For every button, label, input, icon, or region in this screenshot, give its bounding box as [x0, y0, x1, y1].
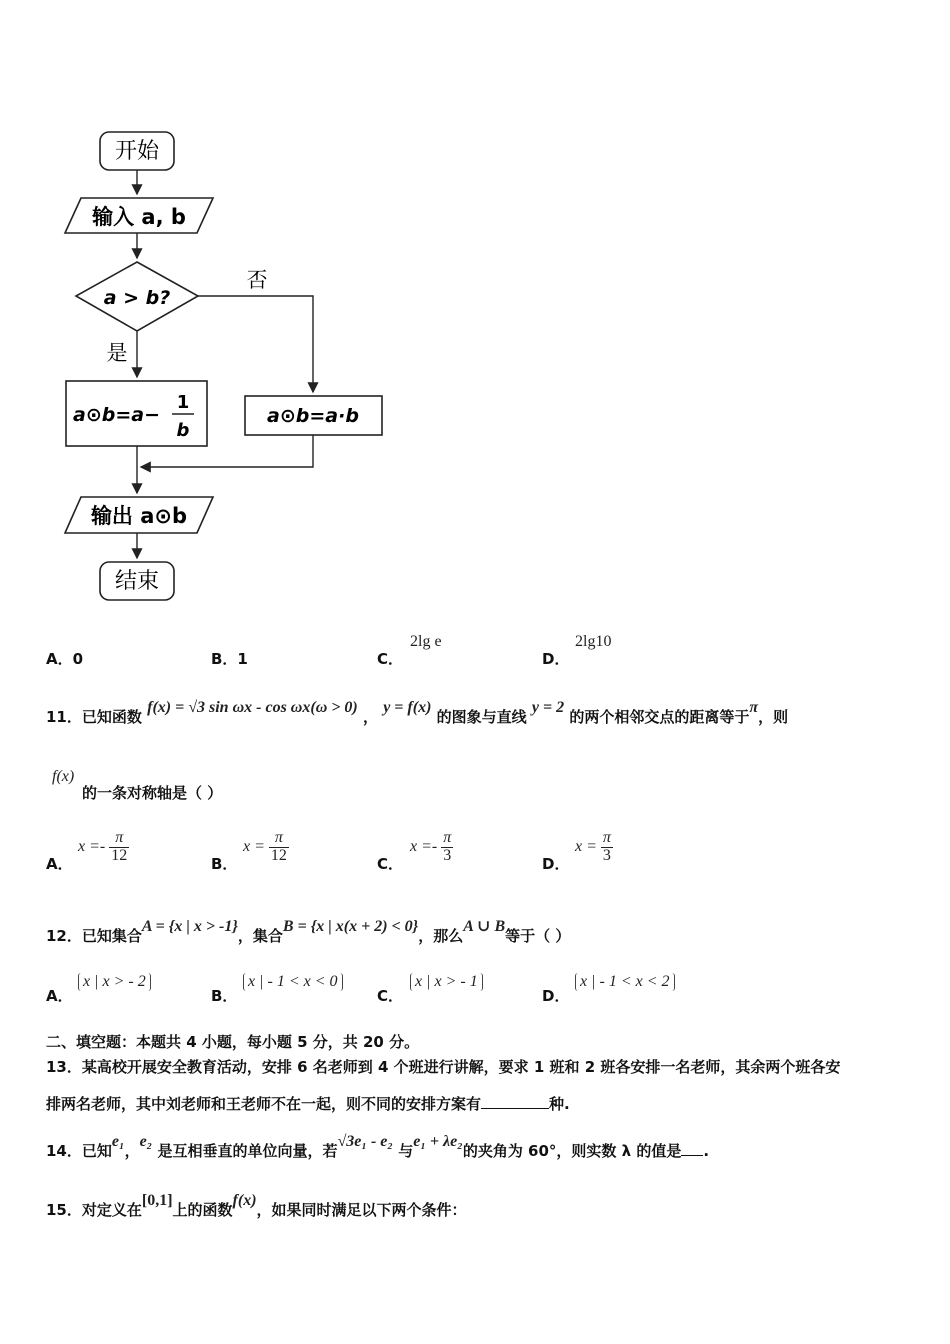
q14-e2: e₂ [139, 1133, 153, 1150]
q13-line2-text: 排两名老师，其中刘老师和王老师不在一起，则不同的安排方案有 [46, 1095, 482, 1113]
q12-option-a-expr: x | x > - 2 [78, 973, 151, 991]
q11-comma: ， [362, 708, 378, 726]
output-label: 输出 a⊙b [90, 504, 188, 528]
q12-set-b: B = {x | x(x + 2) < 0} [282, 918, 419, 935]
q12-option-c: C． [377, 987, 404, 1005]
q10-option-b: B．1 [211, 650, 248, 668]
flowchart [55, 120, 405, 610]
q12-number: 12．已知集合 [46, 927, 142, 945]
q14-stem [46, 1133, 710, 1161]
q12-text2: ，那么 [418, 927, 464, 945]
q12-set-a: A = {x | x > -1} [141, 918, 238, 935]
q15-text2: ，如果同时满足以下两个条件： [256, 1201, 467, 1219]
q12-option-a: A． [46, 987, 73, 1005]
q14-vec1: √3e₁ - e₂ [337, 1133, 393, 1150]
process-no-label: a⊙b=a·b [267, 405, 359, 427]
q15-fx: f(x) [232, 1192, 257, 1209]
no-label: 否 [246, 268, 268, 292]
q11-option-c-expr [410, 830, 453, 865]
q14-text1: 是互相垂直的单位向量，若 [157, 1142, 338, 1160]
q11-stem [46, 699, 789, 727]
start-label: 开始 [114, 139, 160, 164]
q12-stem [46, 918, 571, 946]
q13-line2-end: 种. [549, 1095, 570, 1113]
q11-option-d-lhs: x = [575, 837, 597, 855]
q12-text1: ，集合 [237, 927, 283, 945]
q11-option-c: C． [377, 855, 404, 873]
q12-option-d-expr: x | - 1 < x < 2 [575, 973, 675, 991]
yes-label: 是 [106, 341, 128, 365]
q10-option-d: D． [542, 650, 570, 668]
q11-option-d-num: π [602, 829, 611, 846]
q11-option-b-num: π [269, 830, 289, 848]
input-label: 输入 a, b [92, 205, 186, 229]
q13-answer-blank [481, 1094, 549, 1109]
q11-function: f(x) = √3 sin ωx - cos ωx(ω > 0) [147, 699, 358, 716]
q11-number: 11．已知函数 [46, 708, 142, 726]
q11-option-d: D． [542, 855, 570, 873]
q11-option-d-den: 3 [602, 846, 611, 864]
q11-option-c-den: 3 [443, 846, 452, 864]
q14-e1: e₁ [111, 1133, 125, 1150]
q11-text2: 的两个相邻交点的距离等于 [569, 708, 750, 726]
q12-option-b: B． [211, 987, 238, 1005]
q11-option-c-num: π [443, 829, 452, 846]
q11-option-b-den: 12 [270, 846, 287, 864]
q11-option-b-expr [243, 830, 289, 865]
q11-stem-line2: 的一条对称轴是（ ） [82, 784, 223, 802]
q13-line1: 13．某高校开展安全教育活动，安排 6 名老师到 4 个班进行讲解，要求 1 班和 2 班各安排一名老师，其余两个班各安 [46, 1058, 841, 1076]
q12-text3: 等于（ ） [505, 927, 571, 945]
q10-option-c: C． [377, 650, 404, 668]
q13-line2 [46, 1093, 570, 1114]
process-yes-num: 1 [176, 392, 190, 413]
q11-option-a-expr [78, 830, 129, 865]
q11-option-a-den: 12 [111, 846, 128, 864]
q12-option-d: D． [542, 987, 570, 1005]
q11-pi: π [749, 699, 759, 716]
condition-label: a > b? [103, 287, 171, 309]
q11-option-b-lhs: x = [243, 837, 265, 855]
q12-option-b-expr: x | - 1 < x < 0 [243, 973, 343, 991]
q12-union: A ∪ B [463, 918, 506, 935]
q15-text1: 上的函数 [172, 1201, 233, 1219]
q14-text3: 的夹角为 60°，则实数 λ 的值是 [462, 1142, 682, 1160]
process-yes-den: b [176, 420, 190, 441]
q11-fx: f(x) [52, 768, 75, 785]
q15-stem [46, 1192, 467, 1220]
q11-option-a-num: π [109, 830, 129, 848]
q11-option-b: B． [211, 855, 238, 873]
q14-end: . [703, 1142, 710, 1160]
q10-option-a: A．0 [46, 650, 84, 668]
q11-text1: 的图象与直线 [436, 708, 527, 726]
q14-vec2: e₁ + λe₂ [413, 1133, 463, 1150]
process-yes-left: a⊙b=a− [73, 404, 161, 426]
q11-option-a-lhs: x =- [78, 837, 106, 855]
q12-option-c-expr: x | x > - 1 [410, 973, 483, 991]
q10-option-c-expr: 2lg e [410, 633, 442, 650]
q15-interval: [0,1] [141, 1192, 173, 1209]
q11-option-c-lhs: x =- [410, 837, 438, 855]
q14-comma: ， [124, 1142, 140, 1160]
q14-text2: 与 [398, 1142, 414, 1160]
section-heading: 二、填空题：本题共 4 小题，每小题 5 分，共 20 分。 [46, 1033, 420, 1051]
q11-graph: y = f(x) [383, 699, 432, 716]
q11-option-d-expr [575, 830, 613, 865]
q15-number: 15．对定义在 [46, 1201, 142, 1219]
end-label: 结束 [114, 569, 160, 594]
q11-line: y = 2 [531, 699, 565, 716]
q10-option-d-expr: 2lg10 [575, 633, 612, 650]
q11-text3: ，则 [758, 708, 789, 726]
q14-answer-blank [681, 1141, 703, 1156]
q11-option-a: A． [46, 855, 73, 873]
q14-number: 14．已知 [46, 1142, 112, 1160]
